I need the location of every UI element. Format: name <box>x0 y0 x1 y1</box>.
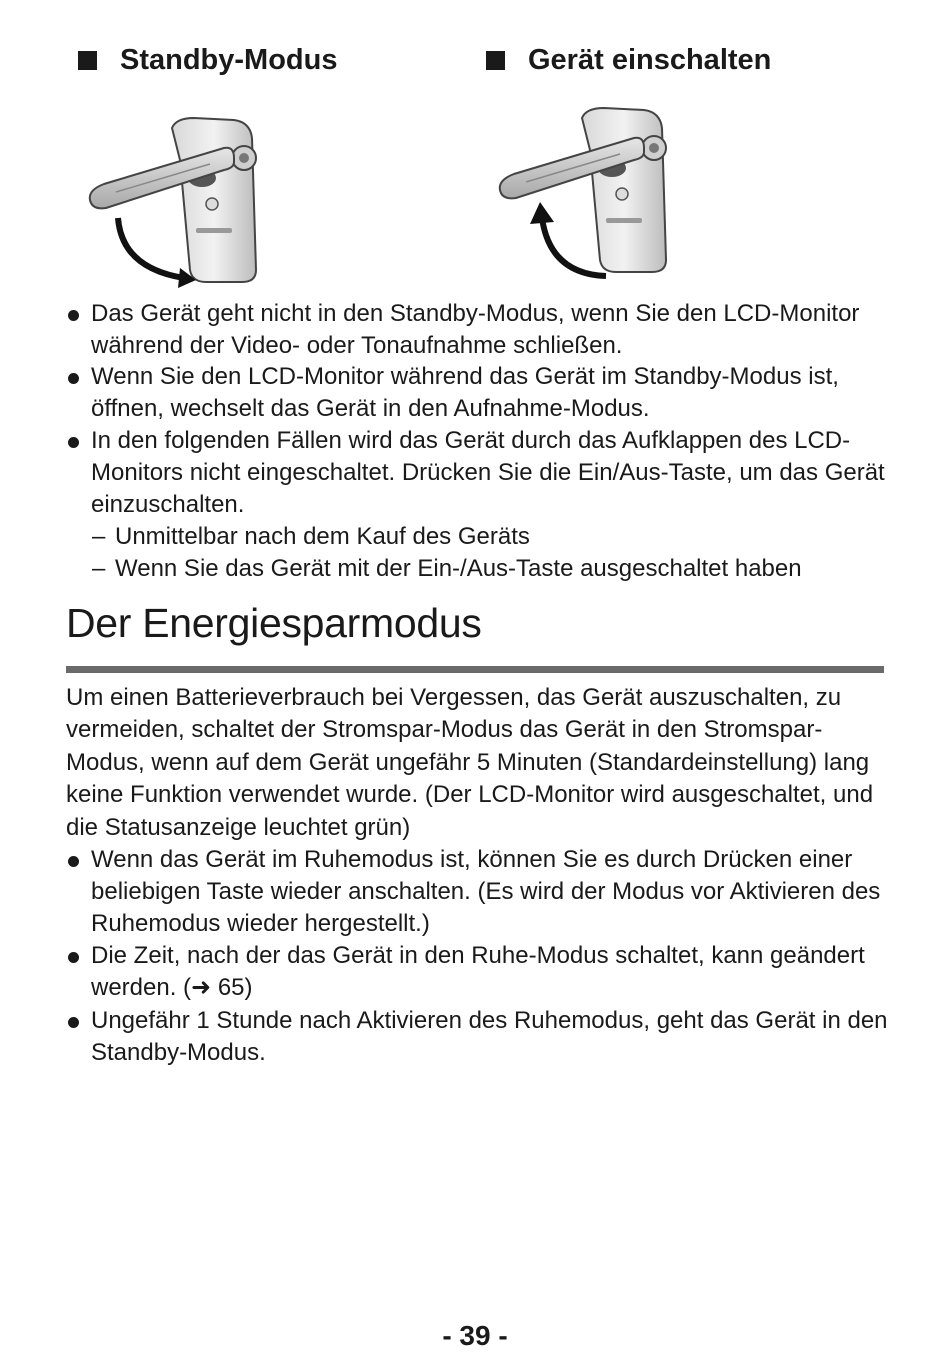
dash-icon: – <box>92 523 106 550</box>
arrow-down-icon <box>118 218 184 278</box>
list-item <box>66 1005 896 1069</box>
camcorder-opening-lcd-illustration <box>494 100 694 290</box>
square-bullet-icon <box>486 51 505 70</box>
bullet-icon <box>68 437 79 448</box>
square-bullet-icon <box>78 51 97 70</box>
sub-list-item-text: Wenn Sie das Gerät mit der Ein-/Aus-Taste ausgeschaltet haben <box>115 555 802 582</box>
list-item-text: Das Gerät geht nicht in den Standby-Modus, wenn Sie den LCD-Monitor während der Video- oder Tonaufnahme schließen. <box>91 300 860 359</box>
power-on-heading-text: Gerät einschalten <box>528 44 772 76</box>
intro-paragraph: Um einen Batterieverbrauch bei Vergessen, das Gerät auszuschalten, zu vermeiden, schaltet der Stromspar-Modus das Gerät in den Stromspar-Modus, wenn auf dem Gerät ungefähr 5 Minuten (Standardeinstellung) lang keine Funktion verwendet wurde. (Der LCD-Monitor wird ausgeschaltet, und die Statusanzeige leuchtet grün) <box>66 684 874 841</box>
camcorder-body <box>582 108 666 272</box>
list-item-text: Die Zeit, nach der das Gerät in den Ruhe-Modus schaltet, kann geändert werden. (➜ 65) <box>91 942 865 1001</box>
list-item <box>66 298 896 362</box>
list-item-text: Ungefähr 1 Stunde nach Aktivieren des Ruhemodus, geht das Gerät in den Standby-Modus. <box>91 1007 888 1066</box>
bullet-icon <box>68 856 79 867</box>
list-item <box>66 425 896 521</box>
standby-mode-heading <box>78 44 338 77</box>
list-item <box>66 940 896 1004</box>
list-item-text: In den folgenden Fällen wird das Gerät durch das Aufklappen des LCD-Monitors nicht eingeschaltet. Drücken Sie die Ein/Aus-Taste, um das Gerät einzuschalten. <box>91 427 885 518</box>
bullet-icon <box>68 373 79 384</box>
list-item-text: Wenn Sie den LCD-Monitor während das Gerät im Standby-Modus ist, öffnen, wechselt das Gerät in den Aufnahme-Modus. <box>91 363 839 422</box>
list-item-text: Wenn das Gerät im Ruhemodus ist, können Sie es durch Drücken einer beliebigen Taste wieder anschalten. (Es wird der Modus vor Aktivieren des Ruhemodus wieder hergestellt.) <box>91 846 881 937</box>
dash-icon: – <box>92 555 106 582</box>
sub-list-item <box>92 553 802 585</box>
list-item <box>66 844 896 940</box>
standby-mode-heading-text: Standby-Modus <box>120 44 338 76</box>
bullet-icon <box>68 952 79 963</box>
page-number: - 39 - <box>442 1320 508 1351</box>
sub-list-item-text: Unmittelbar nach dem Kauf des Geräts <box>115 523 530 550</box>
section-title: Der Energiesparmodus <box>66 600 482 646</box>
camcorder-body <box>172 118 256 282</box>
list-item <box>66 361 896 425</box>
camcorder-closing-lcd-illustration <box>84 100 284 290</box>
section-divider <box>66 666 884 673</box>
sub-list-item <box>92 521 530 553</box>
bullet-icon <box>68 310 79 321</box>
power-on-heading <box>486 44 771 77</box>
bullet-icon <box>68 1017 79 1028</box>
